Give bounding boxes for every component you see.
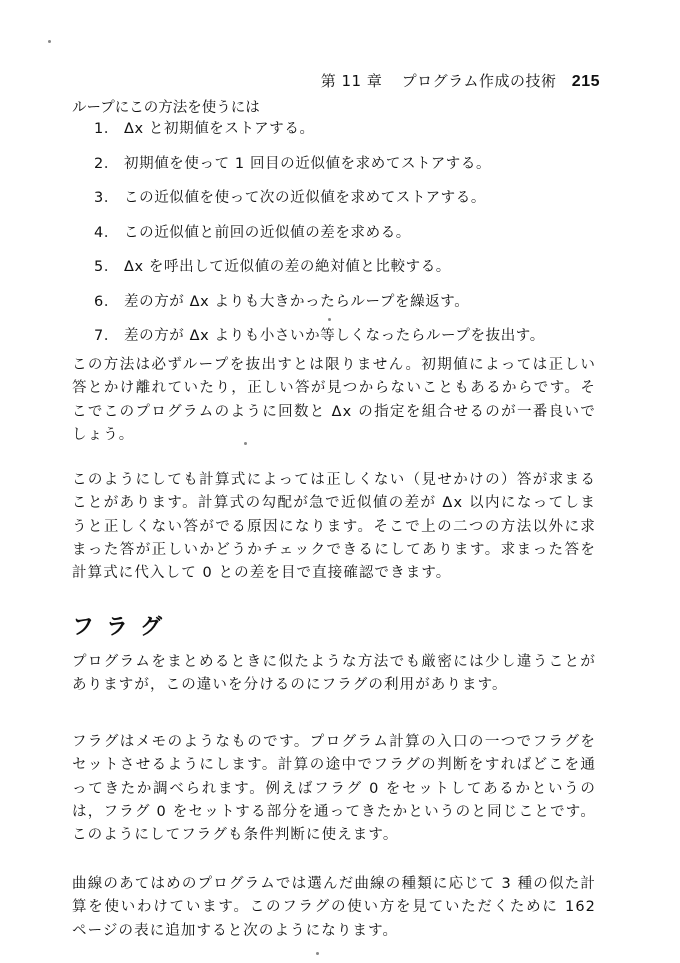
step-text: 差の方が Δx よりも大きかったらループを繰返す。 — [124, 293, 470, 310]
paragraph-convergence-caveat: この方法は必ずループを抜出すとは限りません。初期値によっては正しい答とかけ離れていたり，正しい答が見つからないこともあるからです。そこでこのプログラムのように回数と Δx の指定を組合せるのが一番良いでしょう。 — [72, 357, 596, 443]
section-heading-flag: フラグ — [72, 615, 175, 640]
list-item — [94, 256, 545, 291]
list-item — [94, 153, 545, 188]
step-number: 7． — [94, 328, 119, 344]
paragraph-false-answer: このようにしても計算式によっては正しくない（見せかけの）答が求まることがあります。計算式の勾配が急で近似値の差が Δx 以内になってしまうと正しくない答がでる原因になります。そこで上の二つの方法以外に求まった答が正しいかどうかチェックできるにしてあります。求まった答を計算式に代入して 0 との差を目で直接確認できます。 — [72, 472, 596, 582]
step-text: 差の方が Δx よりも小さいか等しくなったらループを抜出す。 — [124, 328, 545, 344]
step-number: 1． — [94, 121, 119, 137]
scan-speck — [328, 318, 331, 321]
paragraph-flag-intro: プログラムをまとめるときに似たような方法でも厳密には少し違うことがありますが，この違いを分けるのにフラグの利用があります。 — [72, 654, 596, 694]
chapter-title: プログラム作成の技術 — [401, 72, 557, 90]
step-text: Δx と初期値をストアする。 — [124, 121, 315, 137]
step-number: 3． — [94, 190, 119, 206]
step-number: 6． — [94, 293, 119, 310]
step-number: 5． — [94, 259, 119, 275]
running-header — [300, 70, 600, 91]
step-number: 2． — [94, 155, 119, 172]
step-number: 4． — [94, 224, 119, 241]
paragraph-flag-memo: フラグはメモのようなものです。プログラム計算の入口の一つでフラグをセットさせるようにします。計算の途中でフラグの判断をすればどこを通ってきたか調べられます。例えばフラグ 0 をセットしてあるかというのは，フラグ 0 をセットする部分を通ってきたかというのと同じことです。このようにしてフラグも条件判断に使えます。 — [72, 734, 596, 844]
list-item — [94, 118, 545, 153]
paragraph-curve-fitting: 曲線のあてはめのプログラムでは選んだ曲線の種類に応じて 3 種の似た計算を使いわけています。このフラグの使い方を見ていただくために 162 ページの表に追加すると次のようになります。 — [72, 876, 596, 939]
list-intro: ループにこの方法を使うには — [72, 100, 260, 116]
scan-speck — [316, 952, 319, 955]
scan-speck — [244, 442, 247, 445]
list-item — [94, 222, 545, 257]
list-item — [94, 187, 545, 222]
scan-speck — [48, 40, 51, 43]
chapter-label: 第 11 章 — [320, 72, 383, 90]
step-text: 初期値を使って 1 回目の近似値を求めてストアする。 — [124, 155, 492, 172]
step-list — [94, 118, 545, 360]
step-text: この近似値と前回の近似値の差を求める。 — [124, 224, 411, 241]
step-text: Δx を呼出して近似値の差の絶対値と比較する。 — [124, 259, 451, 275]
step-text: この近似値を使って次の近似値を求めてストアする。 — [124, 190, 486, 206]
page-number: 215 — [571, 73, 600, 90]
list-item — [94, 291, 545, 326]
